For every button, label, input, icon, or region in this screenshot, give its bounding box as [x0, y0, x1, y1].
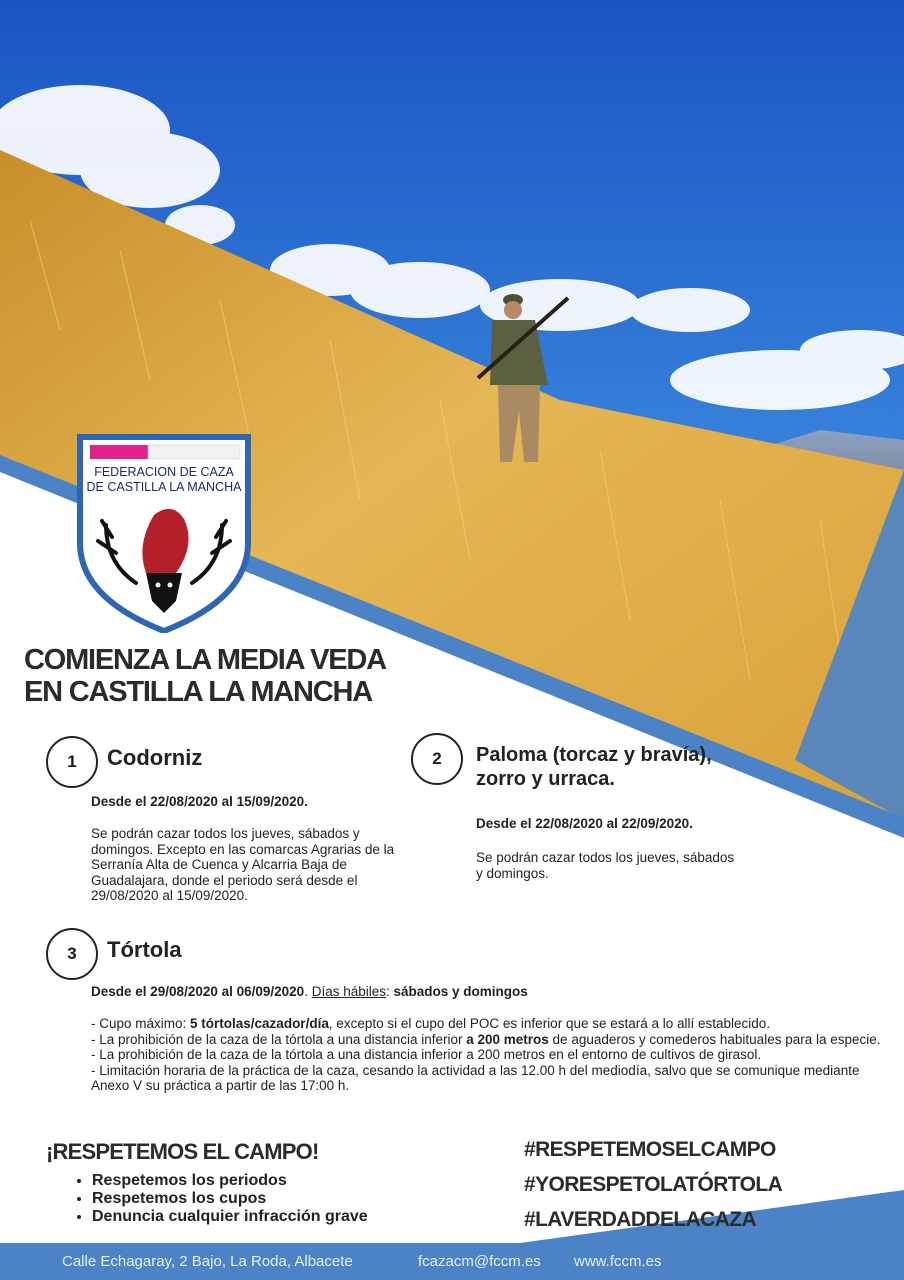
section-2-number: 2 [411, 733, 463, 785]
page-title [24, 644, 386, 708]
respetemos-heading: ¡RESPETEMOS EL CAMPO! [46, 1139, 319, 1164]
section-1-title: Codorniz [107, 745, 203, 770]
footer-web-link[interactable]: www.fccm.es [574, 1253, 662, 1270]
section-3-rule-3: - La prohibición de la caza de la tórtola a una distancia inferior a 200 metros en el entorno de cultivos de girasol. [91, 1047, 762, 1062]
section-3-number: 3 [46, 928, 98, 980]
section-1-text: Se podrán cazar todos los jueves, sábados y domingos. Excepto en las comarcas Agrarias de la Serranía Alta de Cuenca y Alcarria Baja de Guadalajara, donde el periodo será desde el 29/08/2020 al 15/09/2020. [91, 826, 395, 903]
list-item: • Denuncia cualquier infracción grave [92, 1208, 368, 1226]
rule-2-text-c: de aguaderos y comederos habituales para la especie. [548, 1031, 881, 1047]
section-2-title [476, 743, 712, 791]
footer-email[interactable]: fcazacm@fccm.es [418, 1253, 541, 1270]
section-3-rule-4: - Limitación horaria de la práctica de la caza, cesando la actividad a las 12.00 h del mediodía, salvo que se comunique mediante Anexo V su práctica a partir de las 17:00 h. [91, 1062, 860, 1093]
section-2-dates: Desde el 22/08/2020 al 22/09/2020. [476, 816, 693, 831]
section-3-habiles-colon: : [386, 984, 394, 999]
section-3-rule-2 [91, 1032, 881, 1048]
hashtag-1: #RESPETEMOSELCAMPO [524, 1138, 776, 1161]
section-3-dates: Desde el 29/08/2020 al 06/09/2020 [91, 984, 305, 999]
federation-logo [76, 433, 252, 633]
list-item: • Respetemos los cupos [92, 1190, 368, 1208]
footer-bar [0, 1243, 904, 1280]
title-line1: COMIENZA LA MEDIA VEDA [24, 644, 386, 676]
section-3-dates-sep: . [304, 984, 312, 999]
rule-2-text-b: a 200 metros [466, 1031, 549, 1047]
section-3-rule-1 [91, 1016, 881, 1032]
footer-address: Calle Echagaray, 2 Bajo, La Roda, Albacete [62, 1253, 353, 1270]
section-3-dates-line [91, 984, 528, 999]
hashtag-3: #LAVERDADDELACAZA [524, 1208, 757, 1231]
section-3-rules [91, 1016, 881, 1094]
section-1-number: 1 [46, 736, 98, 788]
rule-1-text-a: - Cupo máximo: [91, 1016, 191, 1031]
section-2-text: Se podrán cazar todos los jueves, sábados y domingos. [476, 850, 735, 881]
respetemos-list [74, 1172, 368, 1226]
section-3-title: Tórtola [107, 937, 182, 962]
hashtag-2: #YORESPETOLATÓRTOLA [524, 1173, 783, 1196]
logo-text-line1: FEDERACION DE CAZA [94, 465, 234, 479]
rule-1-text-c: , excepto si el cupo del POC es inferior que se estará a lo allí establecido. [328, 1016, 771, 1031]
title-line2: EN CASTILLA LA MANCHA [24, 676, 373, 708]
rule-2-text-a: - La prohibición de la caza de la tórtola a una distancia inferior [91, 1031, 467, 1047]
section-3-habiles-label: Días hábiles [311, 984, 386, 999]
section-1-dates: Desde el 22/08/2020 al 15/09/2020. [91, 794, 308, 809]
section-2-title-line1: Paloma (torcaz y bravía), [476, 744, 712, 766]
section-2-title-line2: zorro y urraca. [476, 768, 615, 790]
list-item: • Respetemos los periodos [92, 1172, 368, 1190]
hashtags [524, 1138, 782, 1243]
section-3-habiles-value: sábados y domingos [393, 984, 528, 999]
rule-1-text-b: 5 tórtolas/cazador/día [190, 1016, 329, 1031]
logo-text-line2: DE CASTILLA LA MANCHA [86, 480, 242, 494]
